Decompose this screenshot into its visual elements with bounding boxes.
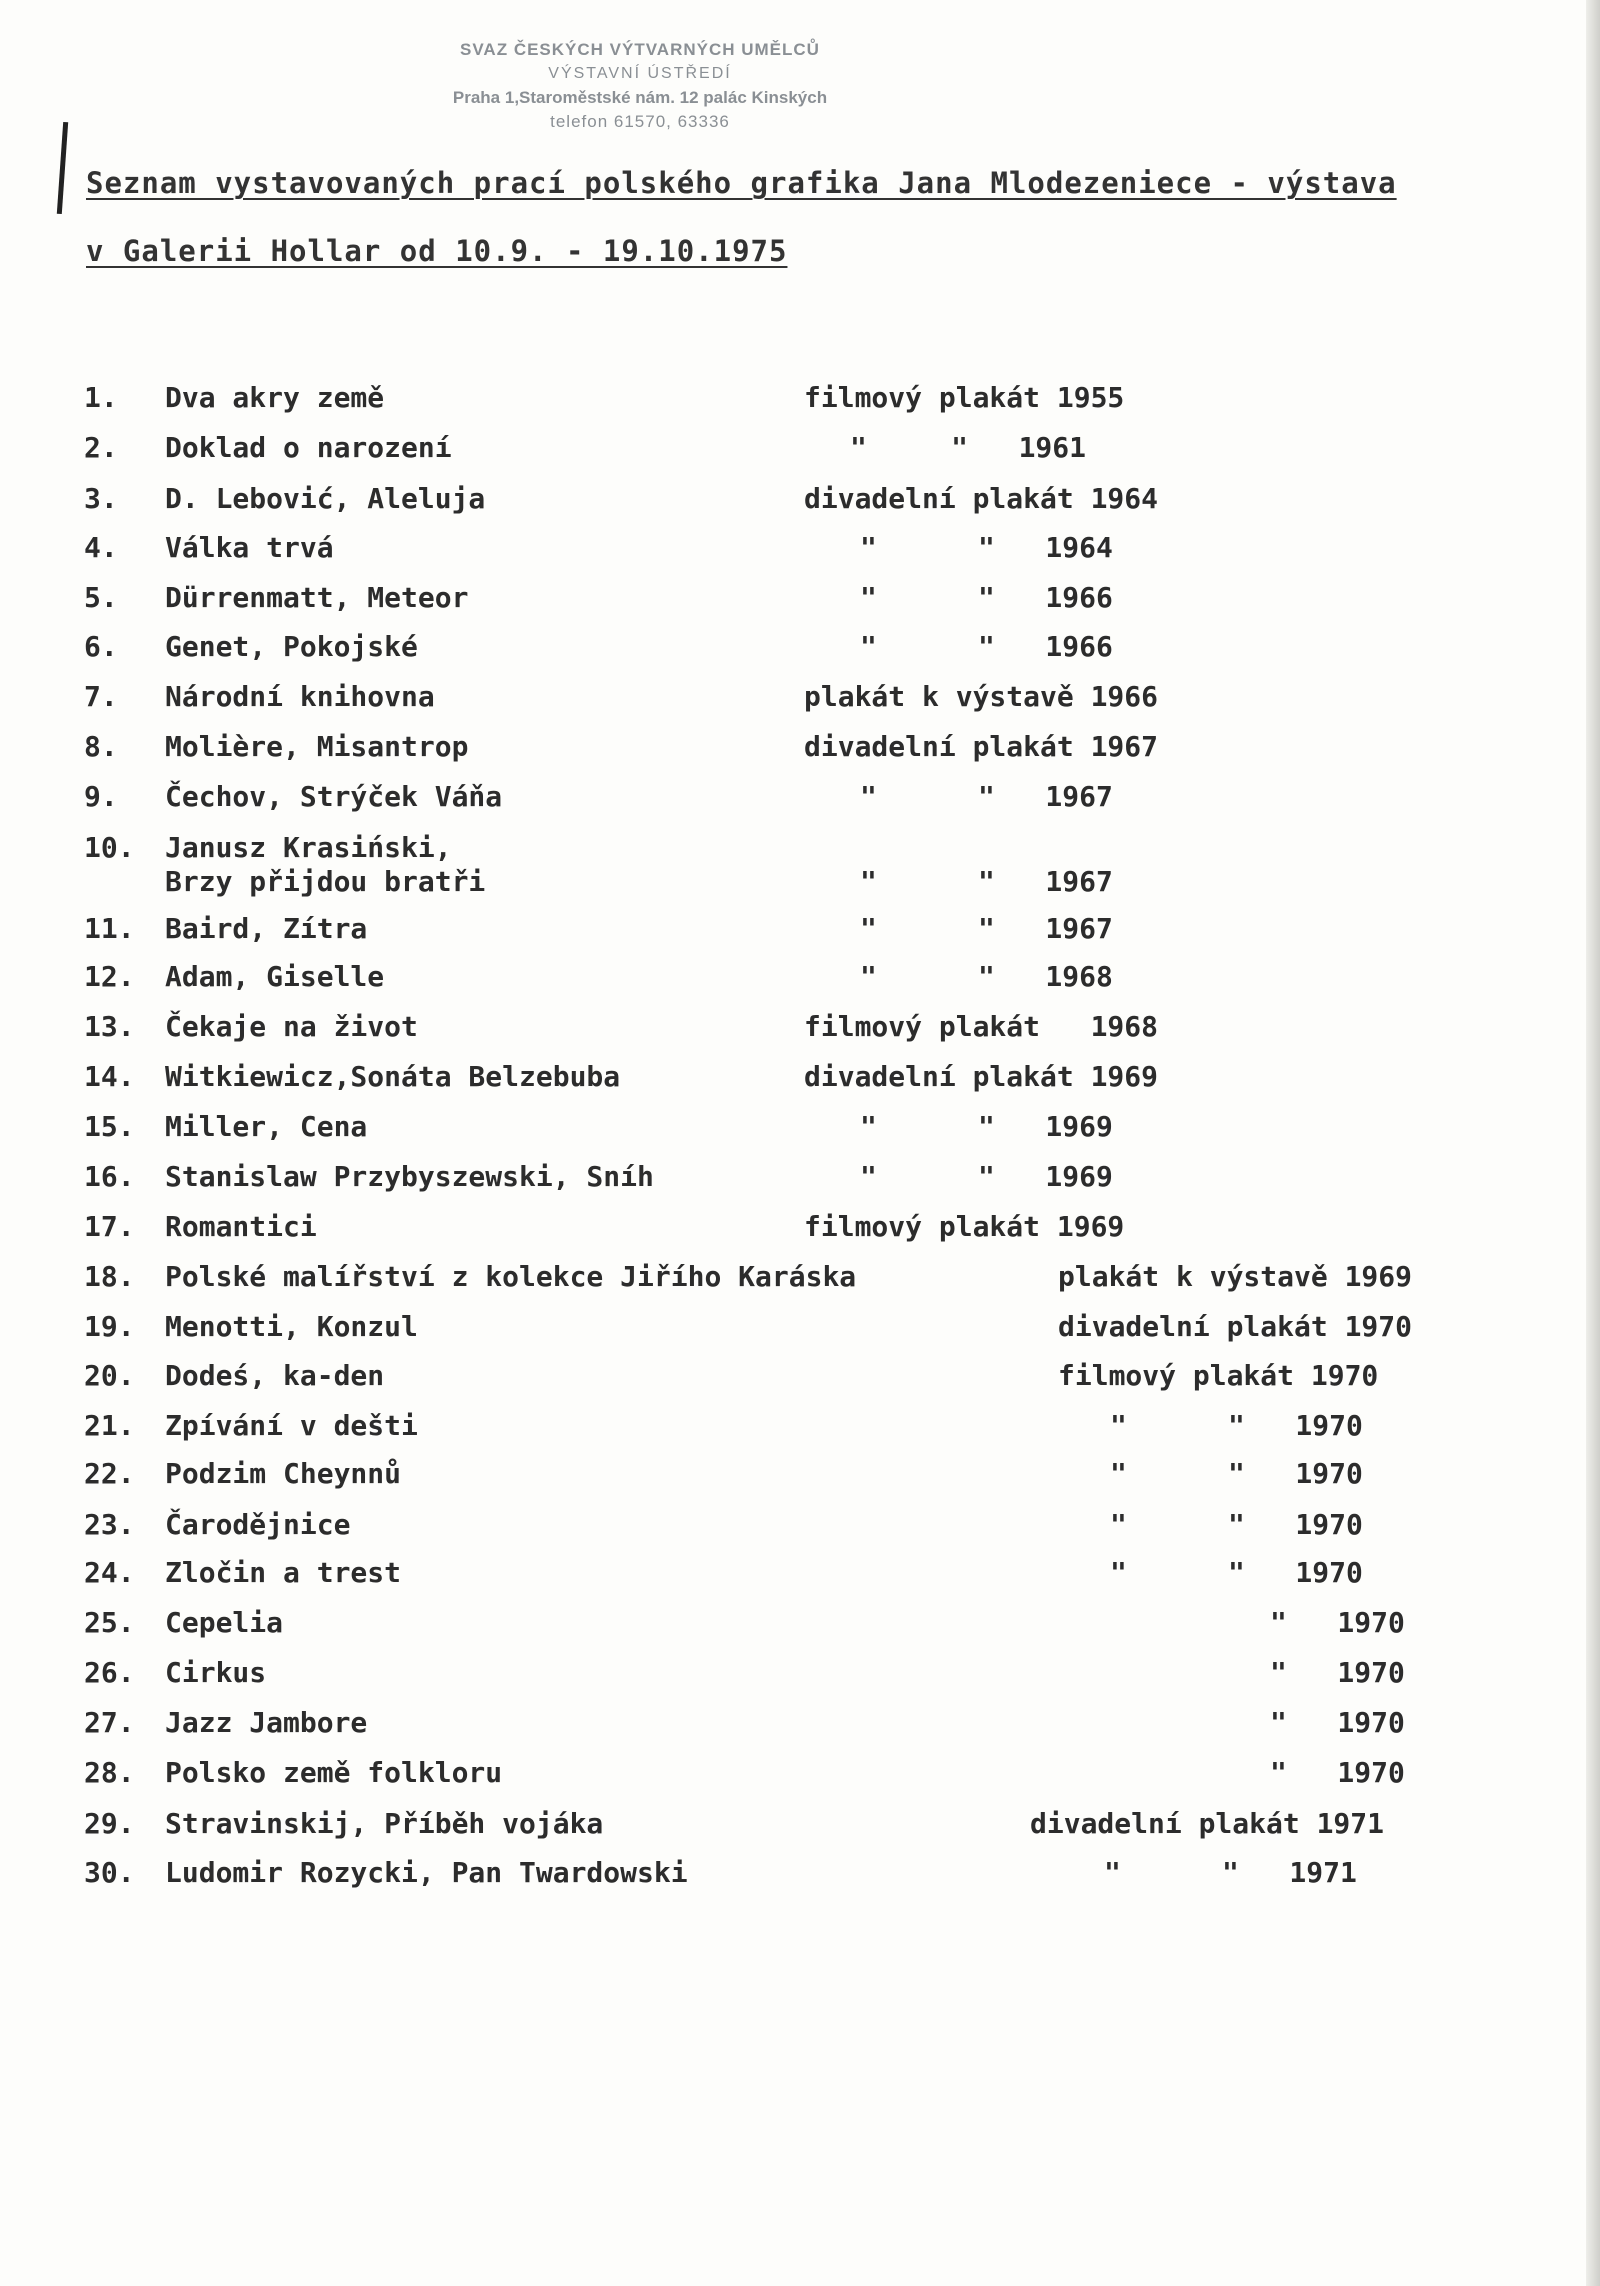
list-item [0,729,1600,777]
list-item [0,1209,1600,1257]
list-item [0,679,1600,727]
item-number: 29. [84,1807,135,1840]
item-number: 14. [84,1060,135,1093]
list-item [0,1358,1600,1406]
item-type-year: " " 1970 [1110,1409,1363,1442]
item-number: 26. [84,1656,135,1689]
item-type-year: " 1970 [1270,1706,1405,1739]
list-item [0,1259,1600,1307]
item-title: Doklad o narození [165,431,452,464]
list-item [0,830,1600,898]
list-item [0,1507,1600,1555]
item-number: 24. [84,1556,135,1589]
item-number: 12. [84,960,135,993]
item-number: 4. [84,531,118,564]
list-item [0,481,1600,529]
item-type-year: " " 1967 [860,865,1113,898]
item-type-year: divadelní plakát 1971 [1030,1807,1385,1840]
item-type-year: divadelní plakát 1969 [804,1060,1159,1093]
item-number: 23. [84,1508,135,1541]
item-title: Čekaje na život [165,1010,418,1043]
item-title: Menotti, Konzul [165,1310,418,1343]
item-number: 11. [84,912,135,945]
item-number: 17. [84,1210,135,1243]
item-title: Cirkus [165,1656,267,1689]
margin-mark [57,122,68,214]
item-type-year: filmový plakát 1968 [804,1010,1159,1043]
letterhead-line: SVAZ ČESKÝCH VÝTVARNÝCH UMĚLCŮ [460,40,820,59]
item-title: Romantici [165,1210,317,1243]
item-number: 6. [84,630,118,663]
list-item [0,1605,1600,1653]
list-item [0,1059,1600,1107]
item-type-year: " " 1971 [1104,1856,1357,1889]
item-title: Zločin a trest [165,1556,402,1589]
list-item [0,911,1600,959]
item-type-year: " " 1969 [860,1160,1113,1193]
item-title: Stanislaw Przybyszewski, Sníh [165,1160,654,1193]
document-heading-line-2: v Galerii Hollar od 10.9. - 19.10.1975 [86,234,788,268]
item-title: Čechov, Strýček Váňa [165,780,503,813]
item-title: Miller, Cena [165,1110,368,1143]
item-type-year: " " 1968 [860,960,1113,993]
item-type-year: plakát k výstavě 1969 [1058,1260,1413,1293]
item-title: Witkiewicz,Sonáta Belzebuba [165,1060,621,1093]
item-type-year: " 1970 [1270,1656,1405,1689]
item-title: D. Lebović, Aleluja [165,482,486,515]
item-number: 25. [84,1606,135,1639]
item-number: 16. [84,1160,135,1193]
item-type-year: filmový plakát 1970 [1058,1359,1379,1392]
item-type-year: divadelní plakát 1964 [804,482,1159,515]
item-title: Válka trvá [165,531,334,564]
item-type-year: " " 1970 [1110,1457,1363,1490]
letterhead-stamp [330,38,950,134]
list-item [0,1555,1600,1603]
item-title: Polské malířství z kolekce Jiřího Karáska [165,1260,857,1293]
item-type-year: " " 1961 [850,431,1087,464]
list-item [0,1806,1600,1854]
item-type-year: " " 1967 [860,780,1113,813]
item-title: Dodeś, ka-den [165,1359,385,1392]
item-title: Baird, Zítra [165,912,368,945]
list-item [0,1655,1600,1703]
item-type-year: divadelní plakát 1970 [1058,1310,1413,1343]
list-item [0,580,1600,628]
list-item [0,629,1600,677]
item-title: Jazz Jambore [165,1706,368,1739]
item-type-year: " " 1970 [1110,1556,1363,1589]
item-title-continued: Brzy přijdou bratři [165,865,486,898]
item-type-year: plakát k výstavě 1966 [804,680,1159,713]
letterhead-line: telefon 61570, 63336 [550,112,730,131]
list-item [0,1705,1600,1753]
item-number: 5. [84,581,118,614]
item-title: Ludomir Rozycki, Pan Twardowski [165,1856,688,1889]
item-number: 8. [84,730,118,763]
item-title: Genet, Pokojské [165,630,418,663]
item-title: Polsko země folkloru [165,1756,503,1789]
list-item [0,779,1600,827]
item-title: Stravinskij, Příběh vojáka [165,1807,604,1840]
item-type-year: " " 1964 [860,531,1113,564]
item-title: Dva akry země [165,381,385,414]
item-type-year: " " 1969 [860,1110,1113,1143]
item-type-year: " 1970 [1270,1606,1405,1639]
list-item [0,380,1600,428]
item-type-year: filmový plakát 1969 [804,1210,1125,1243]
item-type-year: filmový plakát 1955 [804,381,1125,414]
item-type-year: " " 1967 [860,912,1113,945]
item-type-year: " " 1970 [1110,1508,1363,1541]
list-item [0,530,1600,578]
item-title: Adam, Giselle [165,960,385,993]
item-number: 19. [84,1310,135,1343]
item-number: 2. [84,431,118,464]
item-title: Molière, Misantrop [165,730,469,763]
list-item [0,959,1600,1007]
item-number: 22. [84,1457,135,1490]
item-title: Zpívání v dešti [165,1409,418,1442]
list-item [0,1309,1600,1357]
item-type-year: " " 1966 [860,581,1113,614]
item-title: Cepelia [165,1606,284,1639]
item-title: Čarodějnice [165,1508,351,1541]
item-type-year: " " 1966 [860,630,1113,663]
item-title: Národní knihovna [165,680,435,713]
list-item [0,1159,1600,1207]
item-title: Janusz Krasiński, [165,831,452,864]
item-number: 10. [84,831,135,864]
item-number: 28. [84,1756,135,1789]
letterhead-line: VÝSTAVNÍ ÚSTŘEDÍ [548,65,732,82]
item-type-year: divadelní plakát 1967 [804,730,1159,763]
item-number: 20. [84,1359,135,1392]
list-item [0,1855,1600,1903]
list-item [0,1009,1600,1057]
item-number: 30. [84,1856,135,1889]
item-number: 18. [84,1260,135,1293]
list-item [0,1408,1600,1456]
item-number: 3. [84,482,118,515]
list-item [0,1109,1600,1157]
item-number: 15. [84,1110,135,1143]
list-item [0,1755,1600,1803]
item-number: 13. [84,1010,135,1043]
item-number: 7. [84,680,118,713]
item-title: Podzim Cheynnů [165,1457,402,1490]
letterhead-line: Praha 1,Staroměstské nám. 12 palác Kinských [452,88,828,107]
item-type-year: " 1970 [1270,1756,1405,1789]
item-number: 21. [84,1409,135,1442]
document-heading-line-1: Seznam vystavovaných prací polského grafika Jana Mlodezeniece - výstava [86,166,1397,200]
item-title: Dürrenmatt, Meteor [165,581,469,614]
item-number: 9. [84,780,118,813]
item-number: 1. [84,381,118,414]
item-number: 27. [84,1706,135,1739]
list-item [0,1456,1600,1504]
list-item [0,430,1600,478]
